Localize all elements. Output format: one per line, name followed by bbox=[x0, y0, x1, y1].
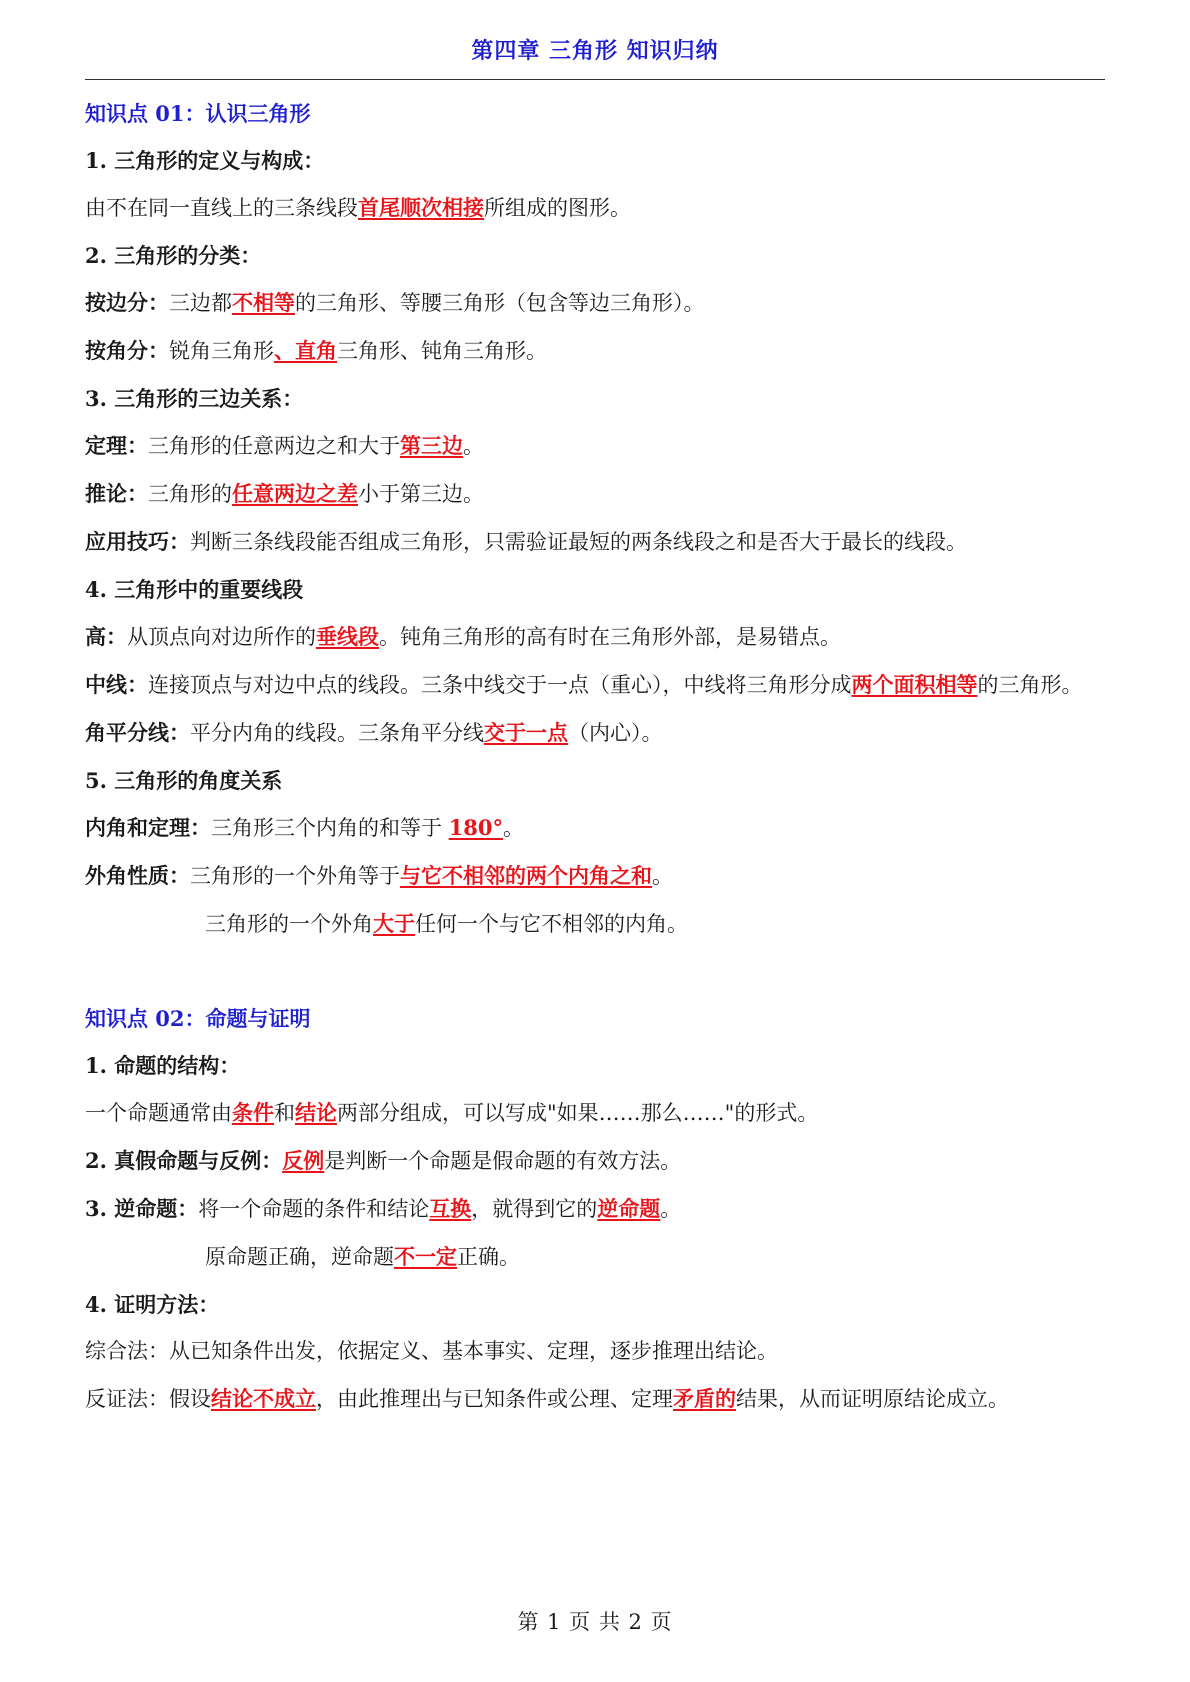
subsection-title: 5. 三角形的角度关系 bbox=[85, 768, 283, 793]
key-term: 不相等 bbox=[232, 290, 295, 315]
subsection-title: 3. 三角形的三边关系： bbox=[85, 386, 304, 411]
key-term: 结论不成立 bbox=[211, 1386, 316, 1411]
tip-line: 应用技巧：判断三条线段能否组成三角形，只需验证最短的两条线段之和是否大于最长的线段。 bbox=[85, 529, 967, 554]
indirect-proof-paragraph: 反证法：假设结论不成立，由此推理出与已知条件或公理、定理矛盾的结果，从而证明原结论成立。 bbox=[85, 1386, 1009, 1411]
key-term: 180° bbox=[448, 815, 504, 840]
classify-by-side: 按边分：三边都不相等的三角形、等腰三角形（包含等边三角形）。 bbox=[85, 290, 705, 315]
section-heading-02: 知识点 02：命题与证明 bbox=[85, 1006, 311, 1031]
bisector-line: 角平分线：平分内角的线段。三条角平分线交于一点（内心）。 bbox=[85, 720, 663, 745]
key-term: 逆命题 bbox=[597, 1196, 661, 1221]
key-term: 首尾顺次相接 bbox=[358, 195, 484, 220]
subsection-title: 1. 三角形的定义与构成： bbox=[85, 148, 325, 173]
document-body bbox=[85, 90, 1105, 1423]
converse-line: 3. 逆命题：将一个命题的条件和结论互换，就得到它的逆命题。 bbox=[85, 1196, 682, 1221]
section-spacer bbox=[85, 948, 1105, 995]
key-term: 任意两边之差 bbox=[232, 481, 358, 506]
key-term: 矛盾的 bbox=[673, 1386, 736, 1411]
corollary-line: 推论：三角形的任意两边之差小于第三边。 bbox=[85, 481, 484, 506]
direct-proof-line: 综合法：从已知条件出发，依据定义、基本事实、定理，逐步推理出结论。 bbox=[85, 1339, 778, 1363]
exterior-angle-line: 外角性质：三角形的一个外角等于与它不相邻的两个内角之和。 bbox=[85, 863, 673, 888]
altitude-line: 高：从顶点向对边所作的垂线段。钝角三角形的高有时在三角形外部，是易错点。 bbox=[85, 624, 841, 649]
page-title: 第四章 三角形 知识归纳 bbox=[471, 38, 719, 64]
key-term: 与它不相邻的两个内角之和 bbox=[400, 863, 652, 888]
angle-sum-line: 内角和定理：三角形三个内角的和等于 180°。 bbox=[85, 815, 525, 840]
counterexample-line: 2. 真假命题与反例：反例是判断一个命题是假命题的有效方法。 bbox=[85, 1148, 682, 1173]
key-term: 反例 bbox=[282, 1148, 325, 1173]
subsection-title: 4. 证明方法： bbox=[85, 1292, 220, 1317]
key-term: 不一定 bbox=[394, 1244, 457, 1269]
key-term: 交于一点 bbox=[484, 720, 568, 745]
title-divider bbox=[85, 79, 1105, 80]
key-term: 两个面积相等 bbox=[851, 672, 978, 697]
key-term: 大于 bbox=[373, 911, 415, 936]
theorem-line: 定理：三角形的任意两边之和大于第三边。 bbox=[85, 433, 484, 458]
classify-by-angle: 按角分：锐角三角形、直角三角形、钝角三角形。 bbox=[85, 338, 547, 363]
key-term: 互换 bbox=[429, 1196, 472, 1221]
converse-line-2: 原命题正确，逆命题不一定正确。 bbox=[205, 1244, 520, 1269]
subsection-title: 2. 三角形的分类： bbox=[85, 243, 262, 268]
key-term: 条件 bbox=[232, 1100, 274, 1125]
subsection-title: 4. 三角形中的重要线段 bbox=[85, 577, 304, 602]
subsection-title: 1. 命题的结构： bbox=[85, 1053, 241, 1078]
proposition-structure-line: 一个命题通常由条件和结论两部分组成，可以写成"如果……那么……"的形式。 bbox=[85, 1100, 819, 1125]
page-footer: 第 1 页 共 2 页 bbox=[517, 1610, 673, 1634]
section-heading-01: 知识点 01：认识三角形 bbox=[85, 101, 311, 126]
key-term: 结论 bbox=[295, 1100, 337, 1125]
exterior-angle-line-2: 三角形的一个外角大于任何一个与它不相邻的内角。 bbox=[205, 911, 688, 936]
key-term: 第三边 bbox=[400, 433, 463, 458]
median-paragraph: 中线：连接顶点与对边中点的线段。三条中线交于一点（重心），中线将三角形分成两个面积相等的三角形。 bbox=[85, 672, 1083, 697]
key-term: 、直角 bbox=[274, 338, 337, 363]
definition-line: 由不在同一直线上的三条线段首尾顺次相接所组成的图形。 bbox=[85, 195, 631, 220]
key-term: 垂线段 bbox=[316, 624, 379, 649]
